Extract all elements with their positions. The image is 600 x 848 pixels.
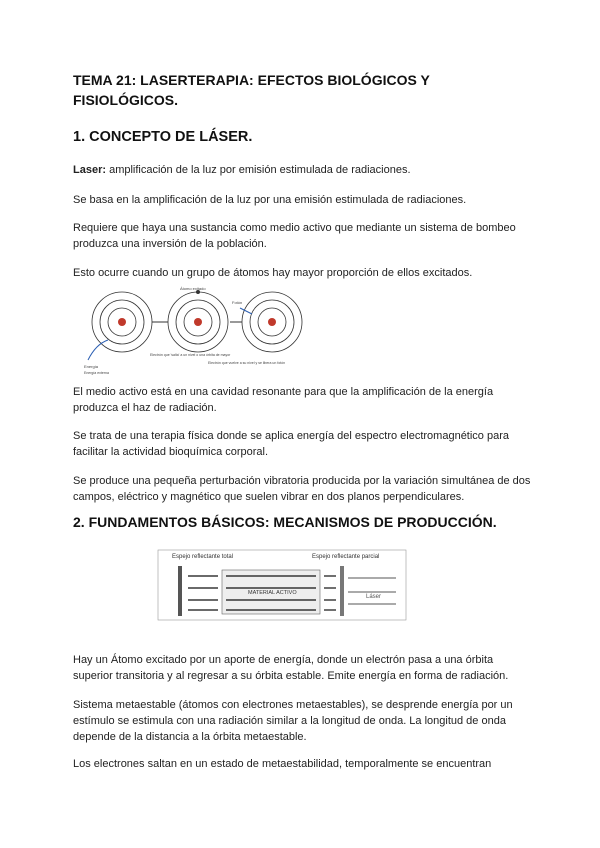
- label-laser-output: Láser: [366, 594, 382, 600]
- atom-relaxed-state: [242, 292, 302, 352]
- page-title: TEMA 21: LASERTERAPIA: EFECTOS BIOLÓGICOS Y FISIOLÓGICOS.: [73, 72, 430, 108]
- paragraph: Se trata de una terapia física donde se aplica energía del espectro electromagnético para facilitar la actividad bioquímica corporal.: [73, 430, 509, 458]
- paragraph: Se basa en la amplificación de la luz por una emisión estimulada de radiaciones.: [73, 194, 467, 206]
- energy-arrow: [88, 340, 108, 360]
- paragraph: Sistema metaestable (átomos con electrones metaestables), se desprende energía por un estímulo se estimula con una radiación similar a la longitud de onda. La longitud de onda depende de la distancia a la órbita metaestable.: [73, 699, 513, 743]
- section-2-heading: 2. FUNDAMENTOS BÁSICOS: MECANISMOS DE PRODUCCIÓN.: [73, 514, 497, 530]
- photon-arrow: [240, 308, 252, 314]
- caption-left: Energía externa: [84, 371, 109, 375]
- paragraph: Requiere que haya una sustancia como medio activo que mediante un sistema de bombeo produzca una inversión de la población.: [73, 222, 516, 250]
- mirror-total: [178, 566, 182, 616]
- label-energy: Energía: [84, 364, 99, 369]
- laser-definition: [73, 162, 533, 178]
- label-excited-atom: Átomo exitado: [180, 286, 206, 291]
- section-1-heading: 1. CONCEPTO DE LÁSER.: [73, 129, 253, 145]
- paragraph: Esto ocurre cuando un grupo de átomos hay mayor proporción de ellos excitados.: [73, 267, 473, 279]
- label-mirror-total: Espejo reflectante total: [172, 554, 234, 560]
- paragraph: El medio activo está en una cavidad resonante para que la amplificación de la energía produzca el haz de radiación.: [73, 386, 494, 414]
- mirror-partial: [340, 566, 344, 616]
- label-photon: Fotón: [232, 300, 243, 305]
- definition-term: Laser:: [73, 164, 107, 176]
- atom-excitation-figure: [80, 284, 310, 380]
- paragraph: Hay un Átomo excitado por un aporte de energía, donde un electrón pasa a una órbita superior transitoria y al regresar a su órbita estable. Emite energía en forma de radiación.: [73, 654, 509, 682]
- paragraph: Los electrones saltan en un estado de metaestabilidad, temporalmente se encuentran: [73, 758, 492, 770]
- paragraph: Se produce una pequeña perturbación vibratoria producida por la variación simultánea de dos campos, eléctrico y magnético que suelen vibrar en dos planos perpendiculares.: [73, 475, 531, 503]
- caption-right: Electrón que vuelve a su nivel y se libera un fotón: [208, 361, 286, 365]
- laser-cavity-figure: [152, 548, 412, 622]
- label-active-medium: MATERIAL ACTIVO: [248, 590, 297, 596]
- label-mirror-partial: Espejo reflectante parcial: [312, 554, 380, 560]
- atom-excited-state: [168, 290, 228, 352]
- definition-text: amplificación de la luz por emisión estimulada de radiaciones.: [106, 164, 411, 176]
- caption-mid: Electrón que 'salta' a un nivel o una órbita de mayor: [150, 353, 231, 357]
